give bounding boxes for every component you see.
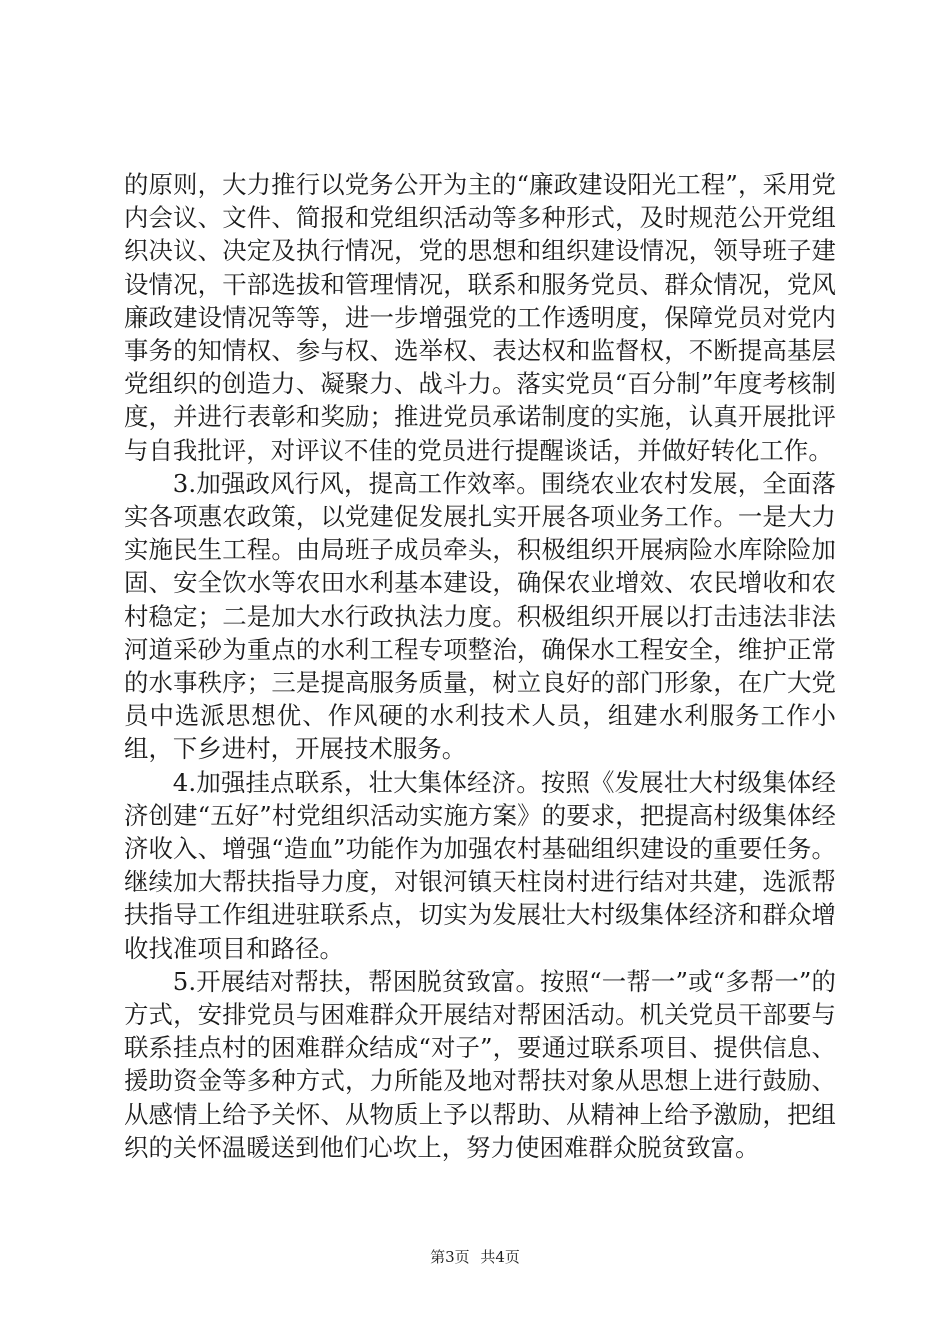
paragraph-item-5: 5.开展结对帮扶，帮困脱贫致富。按照“一帮一”或“多帮一”的方式，安排党员与困难群众开展结对帮困活动。机关党员干部要与联系挂点村的困难群众结成“对子”，要通过联系项目、提供信息、援助资金等多种方式，力所能及地对帮扶对象从思想上进行鼓励、从感情上给予关怀、从物质上予以帮助、从精神上给予激励，把组织的关怀温暖送到他们心坎上，努力使困难群众脱贫致富。 xyxy=(124,966,836,1162)
page-footer xyxy=(0,1246,950,1267)
paragraph-continuation: 的原则，大力推行以党务公开为主的“廉政建设阳光工程”，采用党内会议、文件、简报和党组织活动等多种形式，及时规范公开党组织决议、决定及执行情况，党的思想和组织建设情况，领导班子建设情况，干部选拔和管理情况，联系和服务党员、群众情况，党风廉政建设情况等等，进一步增强党的工作透明度，保障党员对党内事务的知情权、参与权、选举权、表达权和监督权，不断提高基层党组织的创造力、凝聚力、战斗力。落实党员“百分制”年度考核制度，并进行表彰和奖励；推进党员承诺制度的实施，认真开展批评与自我批评，对评议不佳的党员进行提醒谈话，并做好转化工作。 xyxy=(124,170,836,465)
page-number: 第3页 xyxy=(430,1248,470,1266)
paragraph-item-3: 3.加强政风行风，提高工作效率。围绕农业农村发展，全面落实各项惠农政策，以党建促发展扎实开展各项业务工作。一是大力实施民生工程。由局班子成员牵头，积极组织开展病险水库除险加固、安全饮水等农田水利基本建设，确保农业增效、农民增收和农村稳定；二是加大水行政执法力度。积极组织开展以打击违法非法河道采砂为重点的水利工程专项整治，确保水工程安全，维护正常的水事秩序；三是提高服务质量，树立良好的部门形象，在广大党员中选派思想优、作风硬的水利技术人员，组建水利服务工作小组，下乡进村，开展技术服务。 xyxy=(124,468,836,764)
page-total: 共4页 xyxy=(480,1248,520,1266)
paragraph-item-4: 4.加强挂点联系，壮大集体经济。按照《发展壮大村级集体经济创建“五好”村党组织活动实施方案》的要求，把提高村级集体经济收入、增强“造血”功能作为加强农村基础组织建设的重要任务。继续加大帮扶指导力度，对银河镇天柱岗村进行结对共建，选派帮扶指导工作组进驻联系点，切实为发展壮大村级集体经济和群众增收找准项目和路径。 xyxy=(124,767,836,963)
document-body xyxy=(124,168,836,1164)
